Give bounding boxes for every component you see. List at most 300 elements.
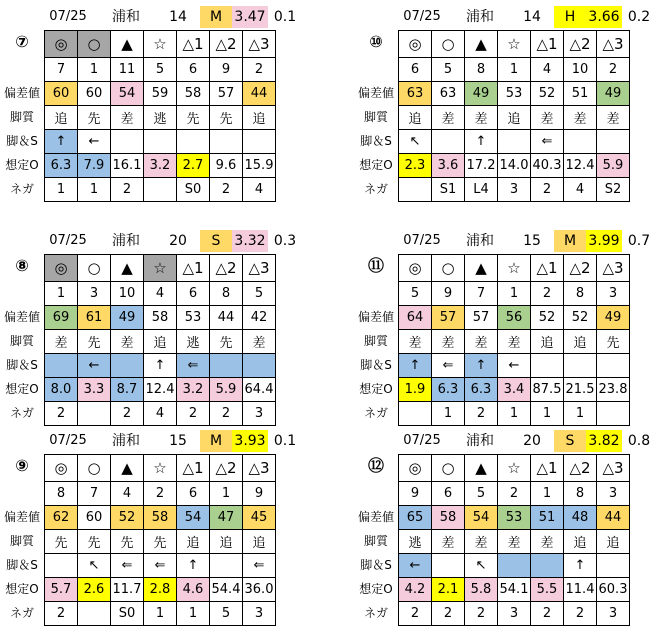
expected-odds-row [399,578,630,602]
running-style-cell: 差 [564,106,597,130]
race-number: ⑪ [367,256,384,275]
expected-odds-cell: 5.9 [597,154,630,178]
deviation-cell: 59 [144,82,177,106]
race-date: 07/25 [49,233,87,248]
mark-row [45,455,276,482]
negative-cell: 1 [564,402,597,426]
negative-cell [144,178,177,202]
pace-arrow-cell: ⇐ [432,354,465,378]
score-diff: 0.8 [627,433,651,449]
negative-cell: 2 [465,602,498,626]
horse-number-cell: 10 [111,282,144,306]
mark-cell: ☆ [498,255,531,282]
mark-row [45,31,276,58]
running-style-cell: 追 [399,106,432,130]
row-labels [354,254,398,425]
horse-number-cell: 4 [111,482,144,506]
expected-odds-cell: 14.0 [498,154,531,178]
horse-number-cell: 9 [432,282,465,306]
pace-arrow-cell [45,354,78,378]
horse-number-cell: 1 [531,482,564,506]
row-label-nega: ネガ [9,406,34,420]
running-style-cell: 逃 [399,530,432,554]
negative-cell: 2 [432,602,465,626]
grade-badge: M [200,430,232,452]
deviation-cell: 54 [465,506,498,530]
horse-number-row [45,282,276,306]
running-style-cell: 追 [498,106,531,130]
deviation-cell: 69 [45,306,78,330]
expected-odds-cell: 3.2 [144,154,177,178]
mark-cell: ☆ [144,455,177,482]
negative-cell: 2 [111,402,144,426]
race-distance-class: 14 [523,9,541,25]
mark-cell: △3 [597,455,630,482]
horse-number-cell: 5 [399,282,432,306]
deviation-row [399,506,630,530]
grade-badge: S [200,230,232,252]
pace-arrow-cell: ← [78,130,111,154]
venue: 浦和 [466,433,494,449]
mark-cell: △2 [210,255,243,282]
race-panel [354,430,654,640]
venue: 浦和 [466,233,494,249]
expected-odds-cell: 23.8 [597,378,630,402]
race-panel [354,230,654,440]
pace-arrow-cell [243,130,276,154]
negative-cell: 3 [498,602,531,626]
expected-odds-cell: 3.6 [432,154,465,178]
mark-cell: ○ [78,255,111,282]
pace-arrow-cell [210,554,243,578]
row-label-horse [0,281,44,305]
mark-cell: △1 [177,255,210,282]
negative-cell [399,178,432,202]
race-number: ⑩ [369,32,383,51]
race-date: 07/25 [403,9,441,24]
mark-cell: ○ [78,31,111,58]
race-panel [0,430,300,640]
negative-cell: S0 [177,178,210,202]
running-style-row [45,530,276,554]
row-label-dev: 偏差値 [3,86,40,100]
mark-cell: ▲ [465,31,498,58]
row-label-ks: 脚＆S [360,358,392,372]
running-style-cell: 追 [144,330,177,354]
pace-arrow-cell [564,354,597,378]
pace-arrow-cell [177,130,210,154]
running-style-cell: 追 [531,330,564,354]
race-distance-class: 20 [169,233,187,249]
deviation-cell: 53 [498,506,531,530]
negative-cell: S0 [111,602,144,626]
expected-odds-cell: 7.9 [78,154,111,178]
mark-row [399,31,630,58]
running-style-cell: 追 [564,530,597,554]
pace-arrow-cell [210,354,243,378]
score-diff: 0.2 [627,9,651,25]
pace-arrow-cell: ↖ [399,130,432,154]
mark-cell: ▲ [111,455,144,482]
horse-number-cell: 11 [111,58,144,82]
expected-odds-cell: 2.7 [177,154,210,178]
row-label-horse [0,481,44,505]
grade-badge: S [554,430,586,452]
pace-arrow-cell: ↑ [465,354,498,378]
mark-cell: ◎ [399,31,432,58]
pace-arrow-cell [498,554,531,578]
running-style-cell: 差 [111,106,144,130]
row-labels [0,454,44,625]
deviation-row [45,306,276,330]
expected-odds-cell: 54.1 [498,578,531,602]
horse-number-cell: 7 [465,282,498,306]
expected-odds-row [45,154,276,178]
race-panel [354,6,654,216]
expected-odds-cell: 6.3 [465,378,498,402]
deviation-cell: 52 [531,82,564,106]
negative-cell: 3 [597,602,630,626]
negative-cell [399,402,432,426]
expected-odds-cell: 5.7 [45,578,78,602]
mark-cell: △3 [243,31,276,58]
expected-odds-cell: 12.4 [144,378,177,402]
mark-cell: ◎ [45,255,78,282]
pace-arrow-cell [144,130,177,154]
running-style-cell: 先 [45,530,78,554]
grade-badge: M [554,230,586,252]
row-label-style: 脚質 [9,334,34,348]
row-label-odds: 想定O [5,382,39,396]
score-diff: 0.7 [627,233,651,249]
row-label-nega: ネガ [363,606,388,620]
pace-arrow-cell: ← [399,554,432,578]
mark-cell: ○ [432,255,465,282]
deviation-cell: 51 [531,506,564,530]
deviation-cell: 53 [177,306,210,330]
negative-row [45,602,276,626]
mark-cell: ▲ [465,455,498,482]
running-style-cell: 差 [111,330,144,354]
deviation-cell: 49 [597,306,630,330]
negative-cell: 2 [531,178,564,202]
deviation-cell: 52 [564,306,597,330]
row-label-horse [354,281,398,305]
negative-cell: 2 [111,178,144,202]
horse-number-cell: 5 [465,482,498,506]
running-style-cell: 追 [177,530,210,554]
negative-cell: 2 [210,402,243,426]
horse-number-cell: 6 [177,282,210,306]
horse-number-cell: 8 [564,282,597,306]
horse-number-cell: 5 [243,282,276,306]
horse-number-cell: 4 [144,282,177,306]
horse-number-cell: 1 [78,58,111,82]
horse-number-cell: 6 [177,58,210,82]
deviation-cell: 49 [465,82,498,106]
expected-odds-cell: 4.6 [177,578,210,602]
negative-row [399,402,630,426]
deviation-cell: 52 [111,506,144,530]
running-style-cell: 先 [210,106,243,130]
mark-cell: △2 [210,455,243,482]
running-style-cell: 先 [177,106,210,130]
negative-cell: S1 [432,178,465,202]
deviation-cell: 65 [399,506,432,530]
expected-odds-cell: 15.9 [243,154,276,178]
deviation-cell: 63 [432,82,465,106]
running-style-row [399,330,630,354]
negative-cell: 3 [243,602,276,626]
row-label-dev: 偏差値 [3,510,40,524]
horse-number-row [45,482,276,506]
expected-odds-cell: 1.9 [399,378,432,402]
race-number: ⑫ [367,456,384,475]
negative-row [399,602,630,626]
negative-cell: 2 [531,602,564,626]
expected-odds-cell: 64.4 [243,378,276,402]
horse-number-cell: 1 [45,282,78,306]
horse-number-cell: 3 [597,482,630,506]
pace-arrow-cell: ↑ [465,130,498,154]
expected-odds-cell: 12.4 [564,154,597,178]
expected-odds-row [399,378,630,402]
venue: 浦和 [466,9,494,25]
running-style-cell: 先 [78,530,111,554]
negative-cell: 1 [78,178,111,202]
deviation-cell: 44 [210,306,243,330]
score: 3.93 [232,430,268,452]
mark-row [399,255,630,282]
deviation-cell: 54 [177,506,210,530]
score: 3.47 [232,6,268,28]
horse-number-cell: 9 [210,58,243,82]
pace-arrow-row [399,354,630,378]
running-style-row [45,106,276,130]
horse-number-row [399,58,630,82]
expected-odds-cell: 8.7 [111,378,144,402]
row-label-odds: 想定O [359,382,393,396]
negative-cell: 1 [144,602,177,626]
deviation-cell: 48 [564,506,597,530]
mark-cell: △2 [564,31,597,58]
horse-number-row [399,282,630,306]
row-label-horse [354,481,398,505]
score-diff: 0.3 [273,233,297,249]
expected-odds-cell: 17.2 [465,154,498,178]
horse-number-cell: 10 [564,58,597,82]
race-header [354,430,654,452]
pace-arrow-row [45,130,276,154]
pace-arrow-cell: ⇐ [243,554,276,578]
score-diff: 0.1 [273,433,297,449]
running-style-cell: 追 [564,330,597,354]
deviation-cell: 45 [243,506,276,530]
prediction-grid [398,30,630,202]
row-label-odds: 想定O [5,582,39,596]
race-distance-class: 14 [169,9,187,25]
running-style-cell: 追 [597,530,630,554]
horse-number-cell: 2 [243,58,276,82]
expected-odds-cell: 2.3 [399,154,432,178]
running-style-cell: 先 [78,106,111,130]
horse-number-cell: 5 [432,58,465,82]
negative-cell: 5 [210,602,243,626]
mark-cell: ○ [432,455,465,482]
deviation-cell: 60 [78,82,111,106]
mark-cell: ◎ [45,455,78,482]
row-label-style: 脚質 [363,534,388,548]
negative-cell: 2 [45,602,78,626]
race-date: 07/25 [403,233,441,248]
pace-arrow-row [399,130,630,154]
running-style-cell: 差 [432,106,465,130]
row-label-odds: 想定O [5,158,39,172]
expected-odds-cell: 4.2 [399,578,432,602]
mark-row [45,255,276,282]
race-number: ⑧ [15,256,29,275]
negative-row [45,178,276,202]
running-style-cell: 追 [210,530,243,554]
expected-odds-cell: 60.3 [597,578,630,602]
row-label-ks: 脚＆S [360,558,392,572]
negative-cell: 2 [465,402,498,426]
running-style-cell: 差 [399,330,432,354]
row-label-horse [0,57,44,81]
mark-cell: ◎ [45,31,78,58]
race-date: 07/25 [49,433,87,448]
horse-number-cell: 1 [498,282,531,306]
expected-odds-cell: 6.3 [45,154,78,178]
expected-odds-cell: 36.0 [243,578,276,602]
row-label-ks: 脚＆S [360,134,392,148]
negative-row [399,178,630,202]
running-style-cell: 差 [45,330,78,354]
prediction-grid [44,30,276,202]
expected-odds-cell: 3.2 [177,378,210,402]
pace-arrow-cell: ⇐ [177,354,210,378]
deviation-row [399,82,630,106]
expected-odds-cell: 5.9 [210,378,243,402]
deviation-cell: 47 [210,506,243,530]
row-label-style: 脚質 [9,534,34,548]
deviation-cell: 63 [399,82,432,106]
row-labels [0,30,44,201]
pace-arrow-cell [243,354,276,378]
mark-cell: ☆ [144,31,177,58]
negative-row [45,402,276,426]
row-label-dev: 偏差値 [357,310,394,324]
venue: 浦和 [112,9,140,25]
negative-cell: 1 [498,402,531,426]
mark-cell: ○ [432,31,465,58]
negative-cell: 2 [177,402,210,426]
mark-cell: ◎ [399,455,432,482]
horse-number-cell: 2 [597,58,630,82]
deviation-cell: 49 [597,82,630,106]
pace-arrow-cell [564,130,597,154]
horse-number-cell: 1 [498,58,531,82]
pace-arrow-cell [432,130,465,154]
mark-cell: ◎ [399,255,432,282]
pace-arrow-cell [498,130,531,154]
mark-cell: ☆ [498,31,531,58]
running-style-cell: 差 [243,330,276,354]
deviation-cell: 44 [243,82,276,106]
running-style-cell: 差 [531,106,564,130]
grade-badge: M [200,6,232,28]
running-style-row [45,330,276,354]
deviation-cell: 58 [177,82,210,106]
mark-cell: ○ [78,455,111,482]
horse-number-cell: 3 [78,282,111,306]
mark-row [399,455,630,482]
deviation-row [45,82,276,106]
mark-cell: ▲ [465,255,498,282]
row-label-dev: 偏差値 [357,510,394,524]
horse-number-cell: 4 [531,58,564,82]
pace-arrow-cell [111,130,144,154]
expected-odds-cell: 2.8 [144,578,177,602]
pace-arrow-cell [111,354,144,378]
prediction-grid [44,454,276,626]
race-distance-class: 15 [523,233,541,249]
prediction-grid [44,254,276,426]
running-style-cell: 差 [498,530,531,554]
mark-cell: △1 [531,455,564,482]
row-label-ks: 脚＆S [6,558,38,572]
pace-arrow-cell [597,554,630,578]
race-header [354,230,654,252]
negative-cell: 2 [564,602,597,626]
negative-cell: 1 [177,602,210,626]
running-style-cell: 追 [243,106,276,130]
pace-arrow-cell [531,354,564,378]
horse-number-cell: 9 [243,482,276,506]
score-diff: 0.1 [273,9,297,25]
pace-arrow-cell: ⇐ [111,554,144,578]
running-style-cell: 追 [45,106,78,130]
running-style-cell: 差 [597,106,630,130]
mark-cell: △3 [597,255,630,282]
running-style-cell: 先 [111,530,144,554]
row-label-horse [354,57,398,81]
mark-cell: △1 [531,31,564,58]
horse-number-cell: 8 [465,58,498,82]
expected-odds-row [399,154,630,178]
pace-arrow-cell: ↑ [177,554,210,578]
deviation-cell: 52 [531,306,564,330]
horse-number-cell: 6 [177,482,210,506]
running-style-cell: 追 [243,530,276,554]
row-label-ks: 脚＆S [6,358,38,372]
deviation-row [45,506,276,530]
deviation-row [399,306,630,330]
deviation-cell: 56 [498,306,531,330]
deviation-cell: 58 [432,506,465,530]
pace-arrow-cell: ↖ [78,554,111,578]
expected-odds-cell: 2.1 [432,578,465,602]
horse-number-cell: 2 [498,482,531,506]
race-panel [0,6,300,216]
pace-arrow-cell [432,554,465,578]
expected-odds-cell: 11.4 [564,578,597,602]
pace-arrow-row [45,554,276,578]
deviation-cell: 60 [45,82,78,106]
negative-cell: 3 [498,178,531,202]
row-label-dev: 偏差値 [3,310,40,324]
deviation-cell: 58 [144,506,177,530]
